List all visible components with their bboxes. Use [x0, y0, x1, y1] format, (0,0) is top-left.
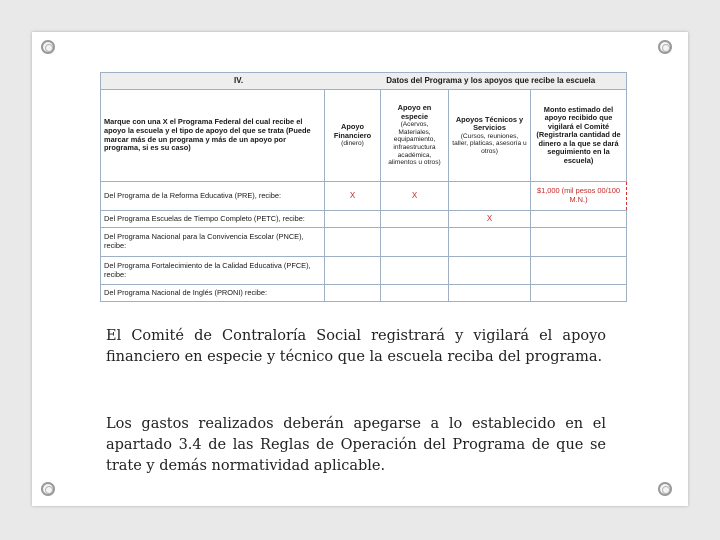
mark-especie: [381, 210, 449, 227]
mark-tecnicos: X: [449, 210, 531, 227]
table-title-row: [101, 73, 627, 90]
monto-value: [531, 256, 627, 285]
header-especie-sub: (Acervos, Materiales, equipamiento, infraestructura académica, alimentos u otros): [388, 121, 441, 167]
corner-ornament-icon: [658, 482, 672, 496]
mark-tecnicos: [449, 285, 531, 302]
mark-especie: X: [381, 182, 449, 211]
section-title: Datos del Programa y los apoyos que recibe la escuela: [386, 76, 596, 86]
header-tecnicos-label: Apoyos Técnicos y Servicios: [455, 114, 524, 133]
row-label: Del Programa Nacional de Inglés (PRONI) recibe:: [101, 285, 325, 302]
table-row: [101, 182, 627, 211]
corner-ornament-icon: [41, 40, 55, 54]
row-label: Del Programa de la Reforma Educativa (PRE), recibe:: [101, 182, 325, 211]
row-label: Del Programa Fortalecimiento de la Calidad Educativa (PFCE), recibe:: [101, 256, 325, 285]
mark-financiero: X: [325, 182, 381, 211]
corner-ornament-icon: [658, 40, 672, 54]
header-monto: Monto estimado del apoyo recibido que vigilará el Comité (Registrarla cantidad de dinero a la que se dará seguimiento en la escuela): [531, 90, 627, 182]
header-especie: [381, 90, 449, 182]
header-financiero-label: Apoyo Financiero: [333, 122, 372, 140]
monto-value: [531, 285, 627, 302]
header-tecnicos: [449, 90, 531, 182]
mark-tecnicos: [449, 182, 531, 211]
monto-value: [531, 228, 627, 257]
program-support-table: [100, 72, 626, 302]
table-row: [101, 210, 627, 227]
mark-financiero: [325, 256, 381, 285]
header-financiero-sub: (dinero): [341, 140, 364, 148]
table-row: [101, 228, 627, 257]
header-especie-label: Apoyo en especie: [397, 103, 432, 121]
header-financiero: [325, 90, 381, 182]
mark-especie: [381, 228, 449, 257]
mark-financiero: [325, 285, 381, 302]
table-header-row: [101, 90, 627, 182]
paragraph-committee: El Comité de Contraloría Social registrará y vigilará el apoyo financiero en especie y técnico que la escuela reciba del programa.: [106, 328, 606, 365]
mark-especie: [381, 256, 449, 285]
row-label: Del Programa Nacional para la Convivencia Escolar (PNCE), recibe:: [101, 228, 325, 257]
header-tecnicos-sub: (Cursos, reuniones, taller, platicas, asesoría u otros): [452, 132, 527, 155]
table-row: [101, 256, 627, 285]
section-number: IV.: [234, 76, 244, 86]
mark-financiero: [325, 228, 381, 257]
mark-tecnicos: [449, 256, 531, 285]
table-row: [101, 285, 627, 302]
paragraph-expenses: Los gastos realizados deberán apegarse a lo establecido en el apartado 3.4 de las Reglas de Operación del Programa de que se trate y demás normatividad aplicable.: [106, 416, 606, 474]
monto-value: $1,000 (mil pesos 00/100 M.N.): [531, 182, 627, 211]
mark-especie: [381, 285, 449, 302]
header-question: Marque con una X el Programa Federal del cual recibe el apoyo la escuela y el tipo de apoyo del que se trata (Puede marcar más de un programa y más de un apoyo por programa, si es su caso): [101, 90, 325, 182]
mark-financiero: [325, 210, 381, 227]
corner-ornament-icon: [41, 482, 55, 496]
mark-tecnicos: [449, 228, 531, 257]
monto-value: [531, 210, 627, 227]
row-label: Del Programa Escuelas de Tiempo Completo (PETC), recibe:: [101, 210, 325, 227]
